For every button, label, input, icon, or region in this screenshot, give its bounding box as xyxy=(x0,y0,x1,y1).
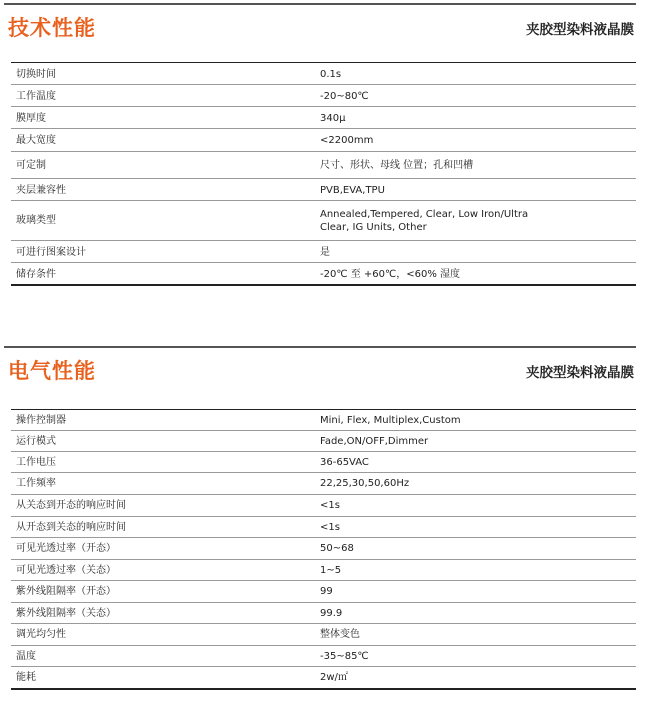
row-value: 99 xyxy=(320,586,333,597)
row-label: 温度 xyxy=(16,651,36,662)
row-label: 从开态到关态的响应时间 xyxy=(16,522,126,533)
row-label: 紫外线阻隔率（关态） xyxy=(16,608,116,619)
section-subtitle: 夹胶型染料液晶膜 xyxy=(526,365,634,381)
row-label: 调光均匀性 xyxy=(16,629,66,640)
row-label: 操作控制器 xyxy=(16,415,66,426)
row-value: 50~68 xyxy=(320,543,354,554)
table-row xyxy=(11,603,636,624)
row-label: 能耗 xyxy=(16,672,36,683)
table-row xyxy=(11,241,636,263)
row-label: 最大宽度 xyxy=(16,135,56,146)
row-label: 工作电压 xyxy=(16,457,56,468)
row-value: 1~5 xyxy=(320,565,342,576)
row-value: <2200mm xyxy=(320,135,374,146)
row-value: 2w/㎡ xyxy=(320,672,348,683)
table-row xyxy=(11,624,636,646)
table-row xyxy=(11,63,636,85)
row-value: 0.1s xyxy=(320,69,342,80)
table-row xyxy=(11,560,636,581)
row-label: 紫外线阻隔率（开态） xyxy=(16,586,116,597)
table-row xyxy=(11,581,636,603)
table-row xyxy=(11,473,636,495)
table-row xyxy=(11,410,636,431)
table-row xyxy=(11,538,636,560)
section-title: 电气性能 xyxy=(8,359,96,383)
row-value: <1s xyxy=(320,500,340,511)
row-label: 从关态到开态的响应时间 xyxy=(16,500,126,511)
row-value: 340μ xyxy=(320,113,346,124)
spec-table xyxy=(11,62,636,286)
row-label: 可定制 xyxy=(16,160,46,171)
row-label: 可见光透过率（开态） xyxy=(16,543,116,554)
row-label: 玻璃类型 xyxy=(16,215,56,226)
row-value: 是 xyxy=(320,247,330,258)
row-label: 夹层兼容性 xyxy=(16,185,66,196)
row-label: 工作温度 xyxy=(16,91,56,102)
row-value: PVB,EVA,TPU xyxy=(320,185,385,196)
row-value: 尺寸、形状、母线 位置；孔和凹槽 xyxy=(320,160,474,171)
row-value: -20℃ 至 +60℃，<60% 湿度 xyxy=(320,269,461,280)
table-row xyxy=(11,263,636,286)
section-subtitle: 夹胶型染料液晶膜 xyxy=(526,22,634,38)
row-value: -35~85℃ xyxy=(320,651,369,662)
table-row xyxy=(11,646,636,667)
row-label: 可见光透过率（关态） xyxy=(16,565,116,576)
spec-table xyxy=(11,409,636,690)
row-label: 储存条件 xyxy=(16,269,56,280)
row-label: 可进行图案设计 xyxy=(16,247,86,258)
table-row xyxy=(11,431,636,452)
section-title: 技术性能 xyxy=(8,16,96,40)
row-label: 工作频率 xyxy=(16,478,56,489)
table-row xyxy=(11,129,636,152)
table-row xyxy=(11,85,636,107)
table-row xyxy=(11,107,636,129)
row-value: 36-65VAC xyxy=(320,457,369,468)
table-row xyxy=(11,201,636,241)
row-label: 运行模式 xyxy=(16,436,56,447)
row-value: Fade,ON/OFF,Dimmer xyxy=(320,436,429,447)
row-label: 膜厚度 xyxy=(16,113,46,124)
table-row xyxy=(11,495,636,517)
row-value: 整体变色 xyxy=(320,629,360,640)
section-top-rule xyxy=(4,3,636,5)
row-value: Mini, Flex, Multiplex,Custom xyxy=(320,415,461,426)
table-row xyxy=(11,667,636,690)
row-value: <1s xyxy=(320,522,340,533)
table-row xyxy=(11,517,636,538)
table-row xyxy=(11,152,636,179)
row-value: 22,25,30,50,60Hz xyxy=(320,478,410,489)
section-top-rule xyxy=(4,346,636,348)
row-value: 99.9 xyxy=(320,608,343,619)
table-row xyxy=(11,179,636,201)
row-value: Annealed,Tempered, Clear, Low Iron/Ultra Clear, IG Units, Other xyxy=(320,209,529,233)
row-label: 切换时间 xyxy=(16,69,56,80)
row-value: -20~80℃ xyxy=(320,91,369,102)
table-row xyxy=(11,452,636,473)
